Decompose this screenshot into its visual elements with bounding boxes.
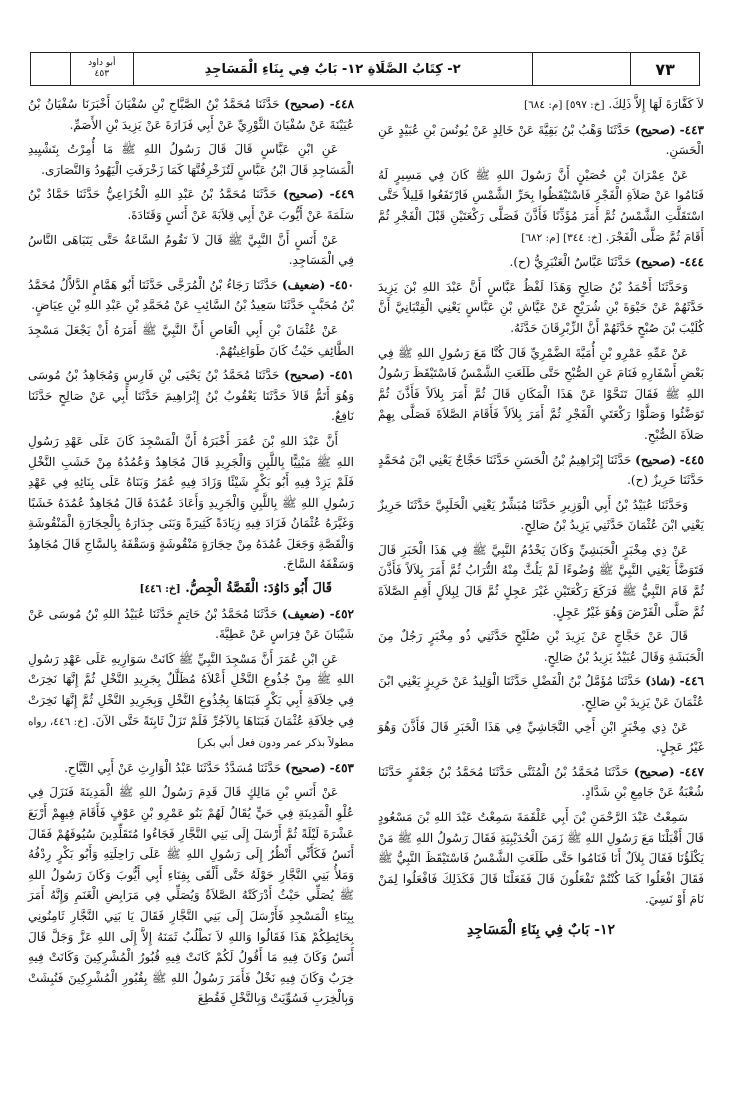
hadith-grade: (صحيح) xyxy=(634,122,676,137)
hadith-number: ٤٥٠- xyxy=(329,277,354,292)
hadith-grade: (شاذ) xyxy=(645,674,676,689)
hadith-450-isnad xyxy=(28,275,354,316)
hadith-445-isnad-2: وَحَدَّثَنَا عُبَيْدُ بْنُ أَبِي الْوَزِيرِ حَدَّثَنَا مُبَشِّرٌ يَعْنِي الْحَلَبِيَّ حَدَّثَنَا حَرِيزٌ يَعْنِي ابْنَ عُثْمَانَ حَدَّثَنِي يَزِيدُ بْنُ صَالِحٍ. xyxy=(378,497,704,533)
hadith-445-matn: عَنْ ذِي مِخْبَرٍ الْحَبَشِيِّ وَكَانَ يَخْدُمُ النَّبِيَّ ﷺ فِي هَذَا الْخَبَرِ قَالَ فَتَوَضَّأَ يَعْنِي النَّبِيَّ ﷺ وُضُوءًا لَمْ يَلُثَّ مِنْهُ التُّرَابُ ثُمَّ أَمَرَ بِلاَلاً فَأَذَّنَ ثُمَّ قَامَ النَّبِيُّ ﷺ فَرَكَعَ رَكْعَتَيْنِ غَيْرَ عَجِلٍ ثُمَّ قَالَ لِبِلاَلٍ أَقِمِ الصَّلاَةَ ثُمَّ صَلَّى الْفَرْضَ وَهُوَ غَيْرُ عَجِلٍ. xyxy=(378,542,704,619)
hadith-443-matn xyxy=(378,165,704,248)
book-volume: ٤٥٣ xyxy=(94,69,110,79)
book-reference-cell xyxy=(71,53,134,85)
isnad-text: حَدَّثَنَا إِبْرَاهِيمُ بْنُ الْحَسَنِ حَدَّثَنَا حَجَّاجٌ يَعْنِي ابْنَ مُحَمَّدٍ حَدَّثَنَا حَرِيزٌ (ح). xyxy=(378,452,704,488)
hadith-number: ٤٤٦- xyxy=(679,674,704,689)
page-body xyxy=(28,94,704,1094)
hadith-448-isnad xyxy=(28,94,354,135)
takhrij-reference: [خ: ٤٤٦، رواه مطولاً بذكر عمر ودون فعل أبي بكر] xyxy=(28,715,354,750)
continuation-body: لاَ كَفَّارَةَ لَهَا إِلاَّ ذَلِكَ. xyxy=(608,97,704,111)
isnad-text: حَدَّثَنَا مُحَمَّدُ بْنُ الْمُثَنَّى حَدَّثَنَا مُحَمَّدُ بْنُ جَعْفَرٍ حَدَّثَنَا شُعْبَةُ عَنْ جَامِعِ بْنِ شَدَّادٍ. xyxy=(378,764,704,800)
hadith-grade: (صحيح) xyxy=(284,97,325,111)
hadith-451-matn: أَنَّ عَبْدَ اللهِ بْنَ عُمَرَ أَخْبَرَهُ أَنَّ الْمَسْجِدَ كَانَ عَلَى عَهْدِ رَسُولِ اللهِ ﷺ مَبْنِيًّا بِاللَّبِنِ وَالْجَرِيدِ قَالَ مُجَاهِدٌ وَعُمُدُهُ مِنْ خَشَبِ النَّخْلِ فَلَمْ يَزِدْ فِيهِ أَبُو بَكْرٍ شَيْئًا وَزَادَ فِيهِ عُمَرُ وَبَنَاهُ عَلَى بِنَائِهِ فِي عَهْدِ رَسُولِ اللهِ ﷺ بِاللَّبِنِ وَالْجَرِيدِ وَأَعَادَ عُمُدَهُ قَالَ مُجَاهِدٌ عُمُدَهُ خَشَبًا وَغَيَّرَهُ عُثْمَانُ فَزَادَ فِيهِ زِيَادَةً كَثِيرَةً وَبَنَى جِدَارَهُ بِالْحِجَارَةِ الْمَنْقُوشَةِ وَالْقَصَّةِ وَجَعَلَ عُمُدَهُ مِنْ حِجَارَةٍ مَنْقُوشَةٍ وَسَقْفَهُ بِالسَّاجِ قَالَ مُجَاهِدٌ وَسَقْفَهُ السَّاجَ. xyxy=(28,433,354,572)
hadith-445-note: قَالَ عَنْ حَجَّاجٍ عَنْ يَزِيدَ بْنِ صُلَيْحٍ حَدَّثَنِي ذُو مِخْبَرٍ رَجُلٌ مِنَ الْحَبَشَةِ وَقَالَ عُبَيْدٌ يَزِيدُ بْنُ صَالِحٍ. xyxy=(378,629,704,664)
hadith-grade: (ضعيف) xyxy=(281,277,326,292)
hadith-452-matn xyxy=(28,649,354,754)
hadith-444-isnad-2: وَحَدَّثَنَا أَحْمَدُ بْنُ صَالِحٍ وَهَذَا لَفْظُ عَبَّاسٍ أَنَّ عَبْدَ اللهِ بْنَ يَزِيدَ حَدَّثَهُمْ عَنْ حَيْوَةَ بْنِ شُرَيْحٍ عَنْ عَيَّاشِ بْنِ عَبَّاسٍ يَعْنِي الْقِتْبَانِيَّ أَنَّ كُلَيْبَ بْنَ صُبْحٍ حَدَّثَهُمْ أَنَّ الزِّبْرِقَانَ حَدَّثَهُ. xyxy=(378,279,704,335)
right-column xyxy=(378,94,704,1094)
hadith-449-matn: عَنْ أَنَسٍ أَنَّ النَّبِيَّ ﷺ قَالَ لاَ تَقُومُ السَّاعَةُ حَتَّى يَتَبَاهَى النَّاسُ فِي الْمَسَاجِدِ. xyxy=(28,232,354,268)
page-header xyxy=(30,52,700,86)
isnad-text: حَدَّثَنَا مُحَمَّدُ بْنُ حَاتِمٍ حَدَّثَنَا عُبَيْدُ اللهِ بْنُ مُوسَى عَنْ شَيْبَانَ عَنْ فِرَاسٍ عَنْ عَطِيَّةَ. xyxy=(28,606,354,642)
hadith-453-isnad xyxy=(28,758,354,779)
isnad-text: حَدَّثَنَا مُؤَمَّلُ بْنُ الْفَضْلِ حَدَّثَنَا الْوَلِيدُ عَنْ حَرِيزٍ يَعْنِي ابْنَ عُثْمَانَ عَنْ يَزِيدَ بْنِ صَالِحٍ. xyxy=(378,674,704,710)
takhrij-reference: [خ: ٥٩٧] [م: ٦٨٤] xyxy=(523,99,605,111)
hadith-444-matn: عَنْ عَمِّهِ عَمْرِو بْنِ أُمَيَّةَ الضَّمْرِيِّ قَالَ كُنَّا مَعَ رَسُولِ اللهِ ﷺ فِي بَعْضِ أَسْفَارِهِ فَنَامَ عَنِ الصُّبْحِ حَتَّى طَلَعَتِ الشَّمْسُ فَاسْتَيْقَظَ رَسُولُ اللهِ ﷺ فَقَالَ تَنَحَّوْا عَنْ هَذَا الْمَكَانِ قَالَ ثُمَّ أَمَرَ بِلاَلاً فَأَذَّنَ ثُمَّ تَوَضَّئُوا وَصَلَّوْا رَكْعَتَيِ الْفَجْرِ ثُمَّ أَمَرَ بِلاَلاً فَأَقَامَ الصَّلاَةَ فَصَلَّى بِهِمْ صَلاَةَ الصُّبْحِ. xyxy=(378,345,704,442)
hadith-446-matn: عَنْ ذِي مِخْبَرٍ ابْنِ أَخِي النَّجَاشِيِّ فِي هَذَا الْخَبَرِ قَالَ فَأَذَّنَ وَهُوَ غَيْرُ عَجِلٍ. xyxy=(378,719,704,755)
hadith-grade: (صحيح) xyxy=(284,368,325,383)
hadith-grade: (ضعيف) xyxy=(281,606,326,621)
hadith-number: ٤٥١- xyxy=(329,368,354,383)
hadith-450-matn: عَنْ عُثْمَانَ بْنِ أَبِي الْعَاصِ أَنَّ النَّبِيَّ ﷺ أَمَرَهُ أَنْ يَجْعَلَ مَسْجِدَ الطَّائِفِ حَيْثُ كَانَ طَوَاغِيتُهُمْ. xyxy=(28,322,354,358)
left-column xyxy=(28,94,354,1094)
isnad-text: حَدَّثَنَا مُحَمَّدُ بْنُ يَحْيَى بْنِ فَارِسٍ وَمُجَاهِدُ بْنُ مُوسَى وَهُوَ أَتَمُّ قَالاَ حَدَّثَنَا يَعْقُوبُ بْنُ إِبْرَاهِيمَ حَدَّثَنَا أَبِي عَنْ صَالِحٍ حَدَّثَنَا نَافِعٌ. xyxy=(28,368,354,424)
hadith-number: ٤٤٥- xyxy=(679,452,704,467)
matn-text: عَنِ ابْنِ عُمَرَ أَنَّ مَسْجِدَ النَّبِيِّ ﷺ كَانَتْ سَوَارِيهِ عَلَى عَهْدِ رَسُولِ اللهِ ﷺ مِنْ جُذُوعِ النَّخْلِ أَعْلاَهُ مُظَلَّلٌ بِجَرِيدِ النَّخْلِ ثُمَّ إِنَّهَا نَخِرَتْ فِي خِلاَفَةِ أَبِي بَكْرٍ فَبَنَاهَا بِجُذُوعِ النَّخْلِ وَبِجَرِيدِ النَّخْلِ ثُمَّ إِنَّهَا نَخِرَتْ فِي خِلاَفَةِ عُثْمَانَ فَبَنَاهَا بِالآجُرِّ فَلَمْ تَزَلْ ثَابِتَةً حَتَّى الآنَ. xyxy=(28,651,354,728)
hadith-449-isnad xyxy=(28,184,354,225)
hadith-number: ٤٤٩- xyxy=(329,187,354,202)
hadith-453-matn: عَنْ أَنَسِ بْنِ مَالِكٍ قَالَ قَدِمَ رَسُولُ اللهِ ﷺ الْمَدِينَةَ فَنَزَلَ فِي عُلْوِ الْمَدِينَةِ فِي حَيٍّ يُقَالُ لَهُمْ بَنُو عَمْرِو بْنِ عَوْفٍ فَأَقَامَ فِيهِمْ أَرْبَعَ عَشْرَةَ لَيْلَةً ثُمَّ أَرْسَلَ إِلَى بَنِي النَّجَّارِ فَجَاءُوا مُتَقَلِّدِينَ سُيُوفَهُمْ فَقَالَ أَنَسٌ فَكَأَنِّي أَنْظُرُ إِلَى رَسُولِ اللهِ ﷺ عَلَى رَاحِلَتِهِ وَأَبُو بَكْرٍ رِدْفُهُ وَمَلأُ بَنِي النَّجَّارِ حَوْلَهُ حَتَّى أَلْقَى بِفِنَاءِ أَبِي أَيُّوبَ وَكَانَ رَسُولُ اللهِ ﷺ يُصَلِّي حَيْثُ أَدْرَكَتْهُ الصَّلاَةُ وَيُصَلِّي فِي مَرَابِضِ الْغَنَمِ وَإِنَّهُ أَمَرَ بِبِنَاءِ الْمَسْجِدِ فَأَرْسَلَ إِلَى بَنِي النَّجَّارِ فَقَالَ يَا بَنِي النَّجَّارِ ثَامِنُونِي بِحَائِطِكُمْ هَذَا فَقَالُوا وَاللهِ لاَ نَطْلُبُ ثَمَنَهُ إِلاَّ إِلَى اللهِ عَزَّ وَجَلَّ قَالَ أَنَسٌ وَكَانَ فِيهِ مَا أَقُولُ لَكُمْ كَانَتْ فِيهِ قُبُورُ الْمُشْرِكِينَ وَكَانَتْ فِيهِ خِرَبٌ وَكَانَ فِيهِ نَخْلٌ فَأَمَرَ رَسُولُ اللهِ ﷺ بِقُبُورِ الْمُشْرِكِينَ فَنُبِشَتْ وَبِالْخِرَبِ فَسُوِّيَتْ وَبِالنَّخْلِ فَقُطِعَ xyxy=(28,785,354,1006)
hadith-451-isnad xyxy=(28,365,354,427)
abu-dawud-label: قَالَ أَبُو دَاوُدَ: xyxy=(263,581,332,597)
hadith-444-isnad xyxy=(378,252,704,273)
hadith-447-matn: سَمِعْتُ عَبْدَ الرَّحْمَنِ بْنَ أَبِي عَلْقَمَةَ سَمِعْتُ عَبْدَ اللهِ بْنَ مَسْعُودٍ قَالَ أَقْبَلْنَا مَعَ رَسُولِ اللهِ ﷺ زَمَنَ الْحُدَيْبِيَةِ فَقَالَ رَسُولُ اللهِ ﷺ مَنْ يَكْلَؤُنَا فَقَالَ بِلاَلٌ أَنَا فَنَامُوا حَتَّى طَلَعَتِ الشَّمْسُ فَاسْتَيْقَظَ النَّبِيُّ ﷺ فَقَالَ افْعَلُوا كَمَا كُنْتُمْ تَفْعَلُونَ قَالَ فَفَعَلْنَا قَالَ فَكَذَلِكَ فَافْعَلُوا لِمَنْ نَامَ أَوْ نَسِيَ. xyxy=(378,810,704,907)
isnad-text: حَدَّثَنَا عَبَّاسٌ الْعَنْبَرِيُّ (ح). xyxy=(509,255,632,270)
isnad-text: حَدَّثَنَا مُحَمَّدُ بْنُ عَبْدِ اللهِ الْخُزَاعِيُّ حَدَّثَنَا حَمَّادُ بْنُ سَلَمَةَ عَنْ أَيُّوبَ عَنْ أَبِي قِلاَبَةَ عَنْ أَنَسٍ وَقَتَادَةَ. xyxy=(28,187,354,222)
hadith-number: ٤٤٣- xyxy=(679,122,704,137)
hadith-445-isnad xyxy=(378,450,704,491)
isnad-text: حَدَّثَنَا وَهْبُ بْنُ بَقِيَّةَ عَنْ خَالِدٍ عَنْ يُونُسَ بْنِ عُبَيْدٍ عَنِ الْحَسَنِ. xyxy=(378,122,704,158)
hadith-447-isnad xyxy=(378,762,704,803)
isnad-text: حَدَّثَنَا مُحَمَّدُ بْنُ الصَّبَّاحِ بْنِ سُفْيَانَ أَخْبَرَنَا سُفْيَانُ بْنُ عُيَيْنَةَ عَنْ سُفْيَانَ الثَّوْرِيِّ عَنْ أَبِي فَزَارَةَ عَنْ يَزِيدَ بْنِ الأَصَمِّ. xyxy=(28,97,354,132)
hadith-number: ٤٤٨- xyxy=(329,97,354,111)
isnad-text: حَدَّثَنَا مُسَدَّدٌ حَدَّثَنَا عَبْدُ الْوَارِثِ عَنْ أَبِي التَّيَّاحِ. xyxy=(64,760,282,775)
header-empty-cell-2 xyxy=(533,53,632,85)
hadith-grade: (صحيح) xyxy=(635,255,676,270)
takhrij-reference: [خ: ٤٤٦] xyxy=(139,583,181,596)
hadith-number: ٤٤٧- xyxy=(679,764,704,779)
hadith-grade: (صحيح) xyxy=(635,452,676,467)
takhrij-reference: [خ: ٣٤٤] [م: ٦٨٢] xyxy=(521,231,602,244)
hadith-grade: (صحيح) xyxy=(633,764,675,779)
abu-dawud-text: الْقَصَّةُ الْجِصُّ. xyxy=(185,581,259,597)
chapter-title: ٢- كِتَابُ الصَّلَاةِ ١٢- بَابٌ فِي بِنَاءِ الْمَسَاجِدِ xyxy=(134,53,533,85)
hadith-452-isnad xyxy=(28,604,354,645)
hadith-grade: (صحيح) xyxy=(285,760,326,775)
hadith-number: ٤٤٤- xyxy=(679,255,704,270)
hadith-grade: (صحيح) xyxy=(282,187,324,202)
abu-dawud-note xyxy=(28,579,354,600)
hadith-448-matn: عَنِ ابْنِ عَبَّاسٍ قَالَ قَالَ رَسُولُ اللهِ ﷺ مَا أُمِرْتُ بِتَشْيِيدِ الْمَسَاجِدِ قَالَ ابْنُ عَبَّاسٍ لَتُزَخْرِفُنَّهَا كَمَا زَخْرَفَتِ الْيَهُودُ وَالنَّصَارَى. xyxy=(28,142,354,177)
hadith-number: ٤٥٢- xyxy=(329,606,354,621)
isnad-text: حَدَّثَنَا رَجَاءُ بْنُ الْمُرَجَّى حَدَّثَنَا أَبُو هَمَّامٍ الدَّلاَّلُ مُحَمَّدُ بْنُ مُحَبَّبٍ حَدَّثَنَا سَعِيدُ بْنُ السَّائِبِ عَنْ مُحَمَّدِ بْنِ عَبْدِ اللهِ بْنِ عِيَاضٍ. xyxy=(28,277,354,313)
continuation-text xyxy=(378,94,704,116)
chapter-heading: ١٢- بَابٌ فِي بِنَاءِ الْمَسَاجِدِ xyxy=(466,921,616,938)
hadith-number: ٤٥٣- xyxy=(329,760,354,775)
matn-text: عَنْ عِمْرَانَ بْنِ حُصَيْنٍ أَنَّ رَسُولَ اللهِ ﷺ كَانَ فِي مَسِيرٍ لَهُ فَنَامُوا عَنْ صَلاَةِ الْفَجْرِ فَاسْتَيْقَظُوا بِحَرِّ الشَّمْسِ فَارْتَفَعُوا قَلِيلاً حَتَّى اسْتَقَلَّتِ الشَّمْسُ ثُمَّ أَمَرَ مُؤَذِّنًا فَأَذَّنَ فَصَلَّى رَكْعَتَيْنِ قَبْلَ الْفَجْرِ ثُمَّ أَقَامَ ثُمَّ صَلَّى الْفَجْرَ. xyxy=(378,167,704,244)
header-empty-cell xyxy=(31,53,71,85)
book-name: أبو داود xyxy=(88,58,116,68)
hadith-446-isnad xyxy=(378,671,704,712)
hadith-443-isnad xyxy=(378,120,704,161)
page-number: ٧٣ xyxy=(655,59,675,79)
